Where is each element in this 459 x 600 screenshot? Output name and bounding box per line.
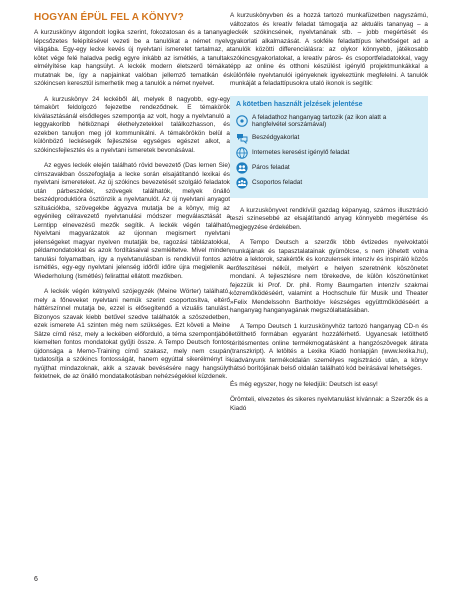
legend-title: A kötetben használt jelzések jelentése — [236, 100, 363, 108]
legend-label: Páros feladat — [252, 163, 290, 171]
right-column — [230, 12, 428, 420]
body-paragraph: A kurzuskönyv átgondolt logika szerint, fokozatosan és a tananyag lépcsőzetes felépítésével vezeti be a tanulókat a német nyelv világába. Egy-egy lecke kevés új nyelvtani ismeretet tartalmaz, a kötet vége felé haladva pedig egyre inkább az ismétlés, a tanultak elmélyítése kap hangsúlyt. A leckék modern életszerű témákat mutatnak be, így a napjainkat valóban jellemző tematikán és szókincsen keresztül ismerhetik meg a tanulók a német nyelvet. — [34, 29, 230, 87]
legend-item — [236, 177, 422, 189]
closing-signature: Örömteli, elvezetes és sikeres nyelvtanulást kívánnak: a Szerzők és a Kiadó — [230, 396, 428, 412]
left-column — [34, 12, 230, 389]
legend-item — [236, 147, 422, 159]
legend-label: Csoportos feladat — [252, 178, 303, 186]
body-paragraph: A kurzuskönyvben és a hozzá tartozó munkafüzetben nagyszámú, változatos és kreatív feladat támogatja az aktuális tananyag – a leckék szókincsének, nyelvtanának stb. – jobb megértését és gyakorlati alkalmazását. A sokféle feladattípus lehetőséget ad a tanulók közötti differenciálásra: az olykor könnyebb, játékosabb szókincsgyakorlatokat, a kreatív páros- és csoportfeladatokkal, vagy épp az online és otthoni készülést igénylő projektmunkákkal a különféle nyelvtanulói igényeknek igyekeztünk megfelelni. A tanulók munkáját a feladattípusokra utaló ikonok is segítik: — [230, 12, 428, 87]
legend-label: Internetes keresést igénylő feladat — [252, 148, 350, 156]
closing-line: És még egyszer, hogy ne feledjük: Deutsch ist easy! — [230, 380, 378, 388]
body-paragraph: A Tempo Deutsch a szerzők több évtizedes nyelvoktatói munkájának és tapasztalatainak gyümölcse, s nem jöhetett volna létre a lektorok, szakértők és konzulensek intenzív és inspiráló közös erőfeszítései nélkül, melyért e helyen szeretnénk köszönetet mondani. A tejlesztésre nem törekedve, de külön köszönetünket fejezzük ki Prof. Dr. phil. Romy Baumgarten intenzív szakmai közreműködéséért, valamint a Hochschule für Musik und Theater »Felix Mendelssohn Bartholdy« készséges együttműködéséért a hanganyag hanganyagának megszólaltatásában. — [230, 239, 428, 314]
page-title: HOGYAN ÉPÜL FEL A KÖNYV? — [34, 12, 184, 23]
body-paragraph: A kurzuskönyv 24 leckéből áll, melyek 8 nagyobb, egy-egy témakört feldolgozó fejezetbe rendeződnek. E témakörök kiválasztásánál elsődleges szempontja az volt, hogy a nyelvtanuló a leggyakoribb hétköznapi élethelyzetekkel találkozhasson, és ezekben tanuljon meg jól kommunikálni. A témakörökön belül a különböző leckésegék fejlesztése egységes egészet alkot, a szókincsfejlesztés és a nyelvtani ismeretek bevonásával. — [34, 95, 230, 154]
page-number: 6 — [34, 576, 38, 583]
legend-item — [236, 114, 422, 129]
speech-bubbles-icon — [236, 132, 248, 144]
cd-track-icon — [236, 115, 248, 127]
internet-search-icon — [236, 147, 248, 159]
icon-legend-box — [230, 96, 428, 198]
legend-item — [236, 162, 422, 174]
body-paragraph: A Tempo Deutsch 1 kurzuskönyvhöz tartozó hanganyag CD-n és letölthető formában egyaránt hozzáférhető. Ugyancsak letölthető térítésmentes online termékmogatásként a hangzószövegek átirata (transzkript). A letöltés a Lexika Kiadó honlapján (www.lexika.hu), kiadványunk termékoldalán személyes regisztráció után, a könyv hátsó borítójának belső oldalán található kód beírásával lehetséges. — [230, 322, 428, 372]
legend-item — [236, 132, 422, 144]
body-paragraph: A leckék végén kétnyelvű szójegyzék (Meine Wörter) található, mely a főneveket nyelvtani nemük szerint csoportosítva, eltérő háttérszínnel mutatja be, ezzel is elősegítendő a vizuális tanulást. Bizonyos szavak kiebb betűvel szedve találhatók a szöszedetben, ezek ismerete A1 szinten még nem szükséges. Ezt követi a Meine Sätze című rész, mely a leckében előforduló, a téma szempontjából kiemelten fontos mondatokat gyűjti össze. A Tempo Deutsch fontos újdonsága a Memo-Training című szakasz, mely nem csupán tudatosítja a szókincs fontosságát, hanem egyúttal sikerélményt is nyújthat mindazoknak, akik a szavak bevésésére nagy hangsúlyt fektetnek, de az önálló mondatalkotásban nehézségekkel küzdenek. — [34, 288, 230, 380]
pair-work-icon — [236, 162, 248, 174]
body-paragraph: A kurzuskönyvet rendkívül gazdag képanyag, számos illusztráció teszi színesebbé az elsajátítandó anyag könnyebb megértése és megjegyzése érdekében. — [230, 206, 428, 231]
body-paragraph: Az egyes leckék elején található rövid bevezető (Das lernen Sie) címszavakban összefoglalja a lecke során elsajátítandó lexikai és nyelvtani ismereteket. Az új szókincs bevezetését szolgáló feladatok után párbeszédek, szövegek találhatók, melyek önálló beszédproduktióra ösztönzik a nyelvtanulót. Az új nyelvtani anyagot szituációkba, szövegekbe ágyazva mutatja be a könyv, míg az egyénileg célravezető nyelvtanulási módszer megválasztását a Lerntipp elnevezésű mezők segítik. A leckék végén található Nyelvtani magyarázatok az újonnan megismert nyelvtani jelenségeket magyar nyelven mutatják be, ragozási táblázatokkal, példamondatokkal és azok fordításaival szemléltetve. Mivel minden tanulási folyamatban, így a nyelvtanulásban is rendkívül fontos az ismétlés, egy-egy nyelvtani jelenség időről időre újra megjelenik a Wiederholung (Ismétlés) feliratttal ellátott mezőkben. — [34, 162, 230, 280]
group-work-icon — [236, 177, 248, 189]
legend-label: Beszédgyakorlat — [252, 133, 300, 141]
legend-label: A feladathoz hanganyag tartozik (az ikon alatt a hangfelvétel sorszámával) — [252, 113, 387, 128]
